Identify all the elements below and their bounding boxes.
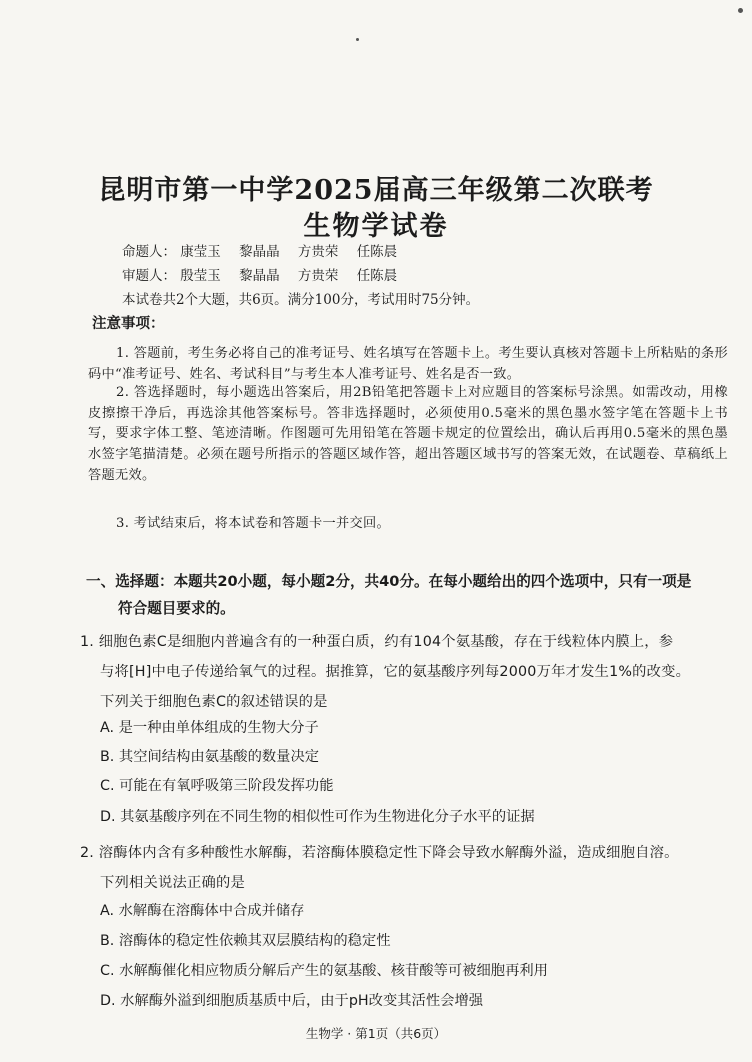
question-1-line: 与将[H]中电子传递给氧气的过程。据推算，它的氨基酸序列每2000万年才发生1%的改变。 <box>100 664 691 680</box>
question-2-option-a: A. 水解酶在溶酶体中合成并储存 <box>100 903 305 919</box>
question-1-option-b: B. 其空间结构由氨基酸的数量决定 <box>100 749 320 765</box>
question-1-option-d: D. 其氨基酸序列在不同生物的相似性可作为生物进化分子水平的证据 <box>100 809 535 825</box>
author-line <box>122 240 411 260</box>
author-name: 方贵荣 <box>297 244 339 260</box>
section-heading-line: 一、选择题：本题共20小题，每小题2分，共40分。在每小题给出的四个选项中，只有一项是 <box>86 573 692 590</box>
question-2-option-b: B. 溶酶体的稳定性依赖其双层膜结构的稳定性 <box>100 933 391 949</box>
reviewer-line <box>122 264 411 284</box>
page-footer: 生物学 · 第1页（共6页） <box>305 1026 447 1041</box>
question-2-option-d: D. 水解酶外溢到细胞质基质中后，由于pH改变其活性会增强 <box>100 993 484 1009</box>
question-1-option-a: A. 是一种由单体组成的生物大分子 <box>100 720 319 736</box>
question-1-line: 下列关于细胞色素C的叙述错误的是 <box>100 694 328 710</box>
notice-item-1: 1. 答题前，考生务必将自己的准考证号、姓名填写在答题卡上。考生要认真核对答题卡上所粘贴的条形码中“准考证号、姓名、考试科目”与考生本人准考证号、姓名是否一致。 <box>88 346 728 382</box>
author-name: 康莹玉 <box>180 244 221 260</box>
reviewer-label: 审题人： <box>122 268 176 284</box>
question-1-option-c: C. 可能在有氧呼吸第三阶段发挥功能 <box>100 778 334 794</box>
reviewer-name: 任陈晨 <box>356 268 398 284</box>
notice-heading: 注意事项： <box>92 315 165 332</box>
notice-item-3: 3. 考试结束后，将本试卷和答题卡一并交回。 <box>116 516 390 531</box>
question-1-line: 1. 细胞色素C是细胞内普遍含有的一种蛋白质，约有104个氨基酸，存在于线粒体内膜上，参 <box>80 634 674 650</box>
question-2-line: 下列相关说法正确的是 <box>100 875 245 891</box>
author-name: 黎晶晶 <box>239 244 280 260</box>
section-heading <box>86 568 731 622</box>
author-name: 任陈晨 <box>356 244 398 260</box>
reviewer-name: 黎晶晶 <box>239 268 280 284</box>
exam-subject: 生物学试卷 <box>303 211 449 242</box>
exam-title: 昆明市第一中学2025届高三年级第二次联考 <box>98 175 654 206</box>
question-1-stem <box>80 627 728 717</box>
scan-speck <box>738 8 743 13</box>
reviewer-name: 方贵荣 <box>297 268 339 284</box>
exam-info: 本试卷共2个大题，共6页。满分100分，考试用时75分钟。 <box>122 292 480 308</box>
author-label: 命题人： <box>122 244 176 260</box>
question-2-line: 2. 溶酶体内含有多种酸性水解酶，若溶酶体膜稳定性下降会导致水解酶外溢，造成细胞自溶。 <box>80 845 679 861</box>
question-2-option-c: C. 水解酶催化相应物质分解后产生的氨基酸、核苷酸等可被细胞再利用 <box>100 963 548 979</box>
section-heading-cont: 符合题目要求的。 <box>118 600 235 617</box>
question-2-stem <box>80 838 728 898</box>
reviewer-name: 殷莹玉 <box>180 268 221 284</box>
notice-item-2: 2. 答选择题时，每小题选出答案后，用2B铅笔把答题卡上对应题目的答案标号涂黑。如需改动，用橡皮擦擦干净后，再选涂其他答案标号。答非选择题时，必须使用0.5毫米的黑色墨水签字笔在答题卡上书写，要求字体工整、笔迹清晰。作图题可先用铅笔在答题卡规定的位置绘出，确认后再用0.5毫米的黑色墨水签字笔描清楚。必须在题号所指示的答题区域作答，超出答题区域书写的答案无效，在试题卷、草稿纸上答题无效。 <box>88 385 728 483</box>
scan-speck <box>356 38 359 41</box>
